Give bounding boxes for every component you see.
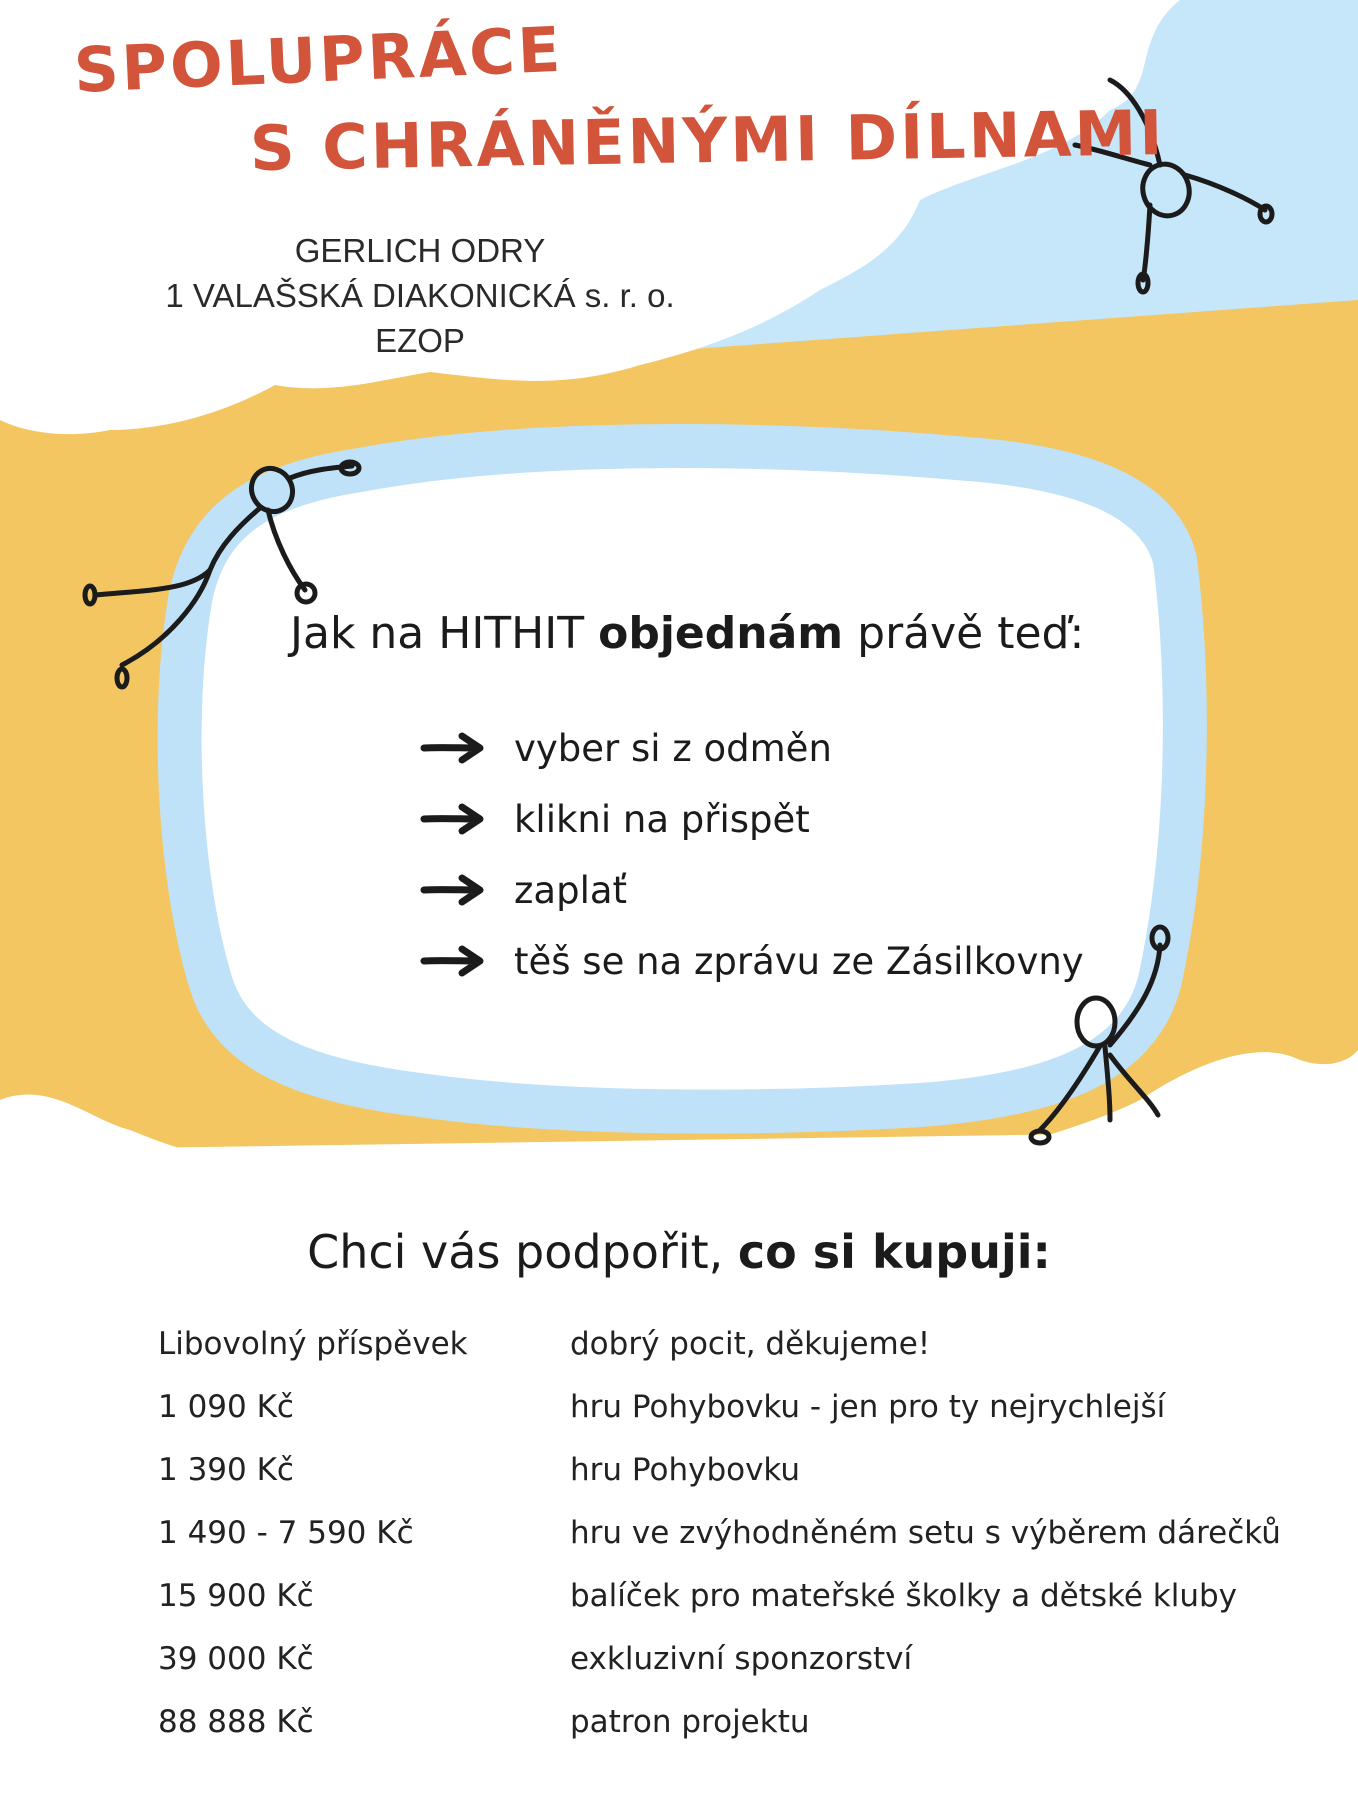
- order-step: [420, 936, 1084, 986]
- reward-row: [158, 1375, 1338, 1438]
- reward-row: [158, 1627, 1338, 1690]
- reward-row: [158, 1438, 1338, 1501]
- reward-price: Libovolný příspěvek: [158, 1325, 468, 1362]
- reward-description: patron projektu: [570, 1703, 810, 1740]
- reward-price: 1 490 - 7 590 Kč: [158, 1514, 414, 1551]
- arrow-right-icon: [420, 731, 486, 765]
- reward-description: hru Pohybovku - jen pro ty nejrychlejší: [570, 1388, 1166, 1425]
- reward-row: [158, 1312, 1338, 1375]
- organization-name: 1 VALAŠSKÁ DIAKONICKÁ s. r. o.: [165, 277, 675, 314]
- reward-description: hru ve zvýhodněném setu s výběrem dárečků: [570, 1514, 1281, 1551]
- order-step-text: těš se na zprávu ze Zásilkovny: [514, 939, 1084, 983]
- reward-description: dobrý pocit, děkujeme!: [570, 1325, 931, 1362]
- reward-row: [158, 1690, 1338, 1753]
- frame-fill: [180, 446, 1185, 1112]
- order-heading-suffix: právě teď:: [857, 608, 1085, 659]
- reward-price: 15 900 Kč: [158, 1577, 314, 1614]
- order-step-text: vyber si z odměn: [514, 726, 832, 770]
- order-heading: [290, 608, 1084, 659]
- organization-list: [140, 228, 700, 363]
- reward-table: [158, 1312, 1338, 1753]
- order-step-text: zaplať: [514, 868, 628, 912]
- reward-price: 1 090 Kč: [158, 1388, 294, 1425]
- reward-row: [158, 1501, 1338, 1564]
- order-step: [420, 794, 810, 844]
- reward-description: balíček pro mateřské školky a dětské kluby: [570, 1577, 1238, 1614]
- order-step: [420, 865, 627, 915]
- reward-row: [158, 1564, 1338, 1627]
- order-step: [420, 723, 832, 773]
- reward-price: 88 888 Kč: [158, 1703, 314, 1740]
- organization-name: EZOP: [375, 322, 465, 359]
- arrow-right-icon: [420, 802, 486, 836]
- reward-price: 39 000 Kč: [158, 1640, 314, 1677]
- support-heading-bold: co si kupuji:: [737, 1225, 1051, 1279]
- support-heading-prefix: Chci vás podpořit,: [307, 1225, 724, 1279]
- reward-description: hru Pohybovku: [570, 1451, 801, 1488]
- organization-name: GERLICH ODRY: [294, 232, 546, 269]
- page-title-line-2: S CHRÁNĚNÝMI DÍLNAMI: [249, 96, 1166, 185]
- order-heading-bold: objednám: [598, 608, 844, 659]
- reward-description: exkluzivní sponzorství: [570, 1640, 913, 1677]
- reward-price: 1 390 Kč: [158, 1451, 294, 1488]
- support-heading: [0, 1225, 1358, 1279]
- order-step-text: klikni na přispět: [514, 797, 810, 841]
- order-heading-prefix: Jak na HITHIT: [290, 608, 585, 659]
- arrow-right-icon: [420, 944, 486, 978]
- arrow-right-icon: [420, 873, 486, 907]
- page-title-line-1: SPOLUPRÁCE: [72, 12, 565, 107]
